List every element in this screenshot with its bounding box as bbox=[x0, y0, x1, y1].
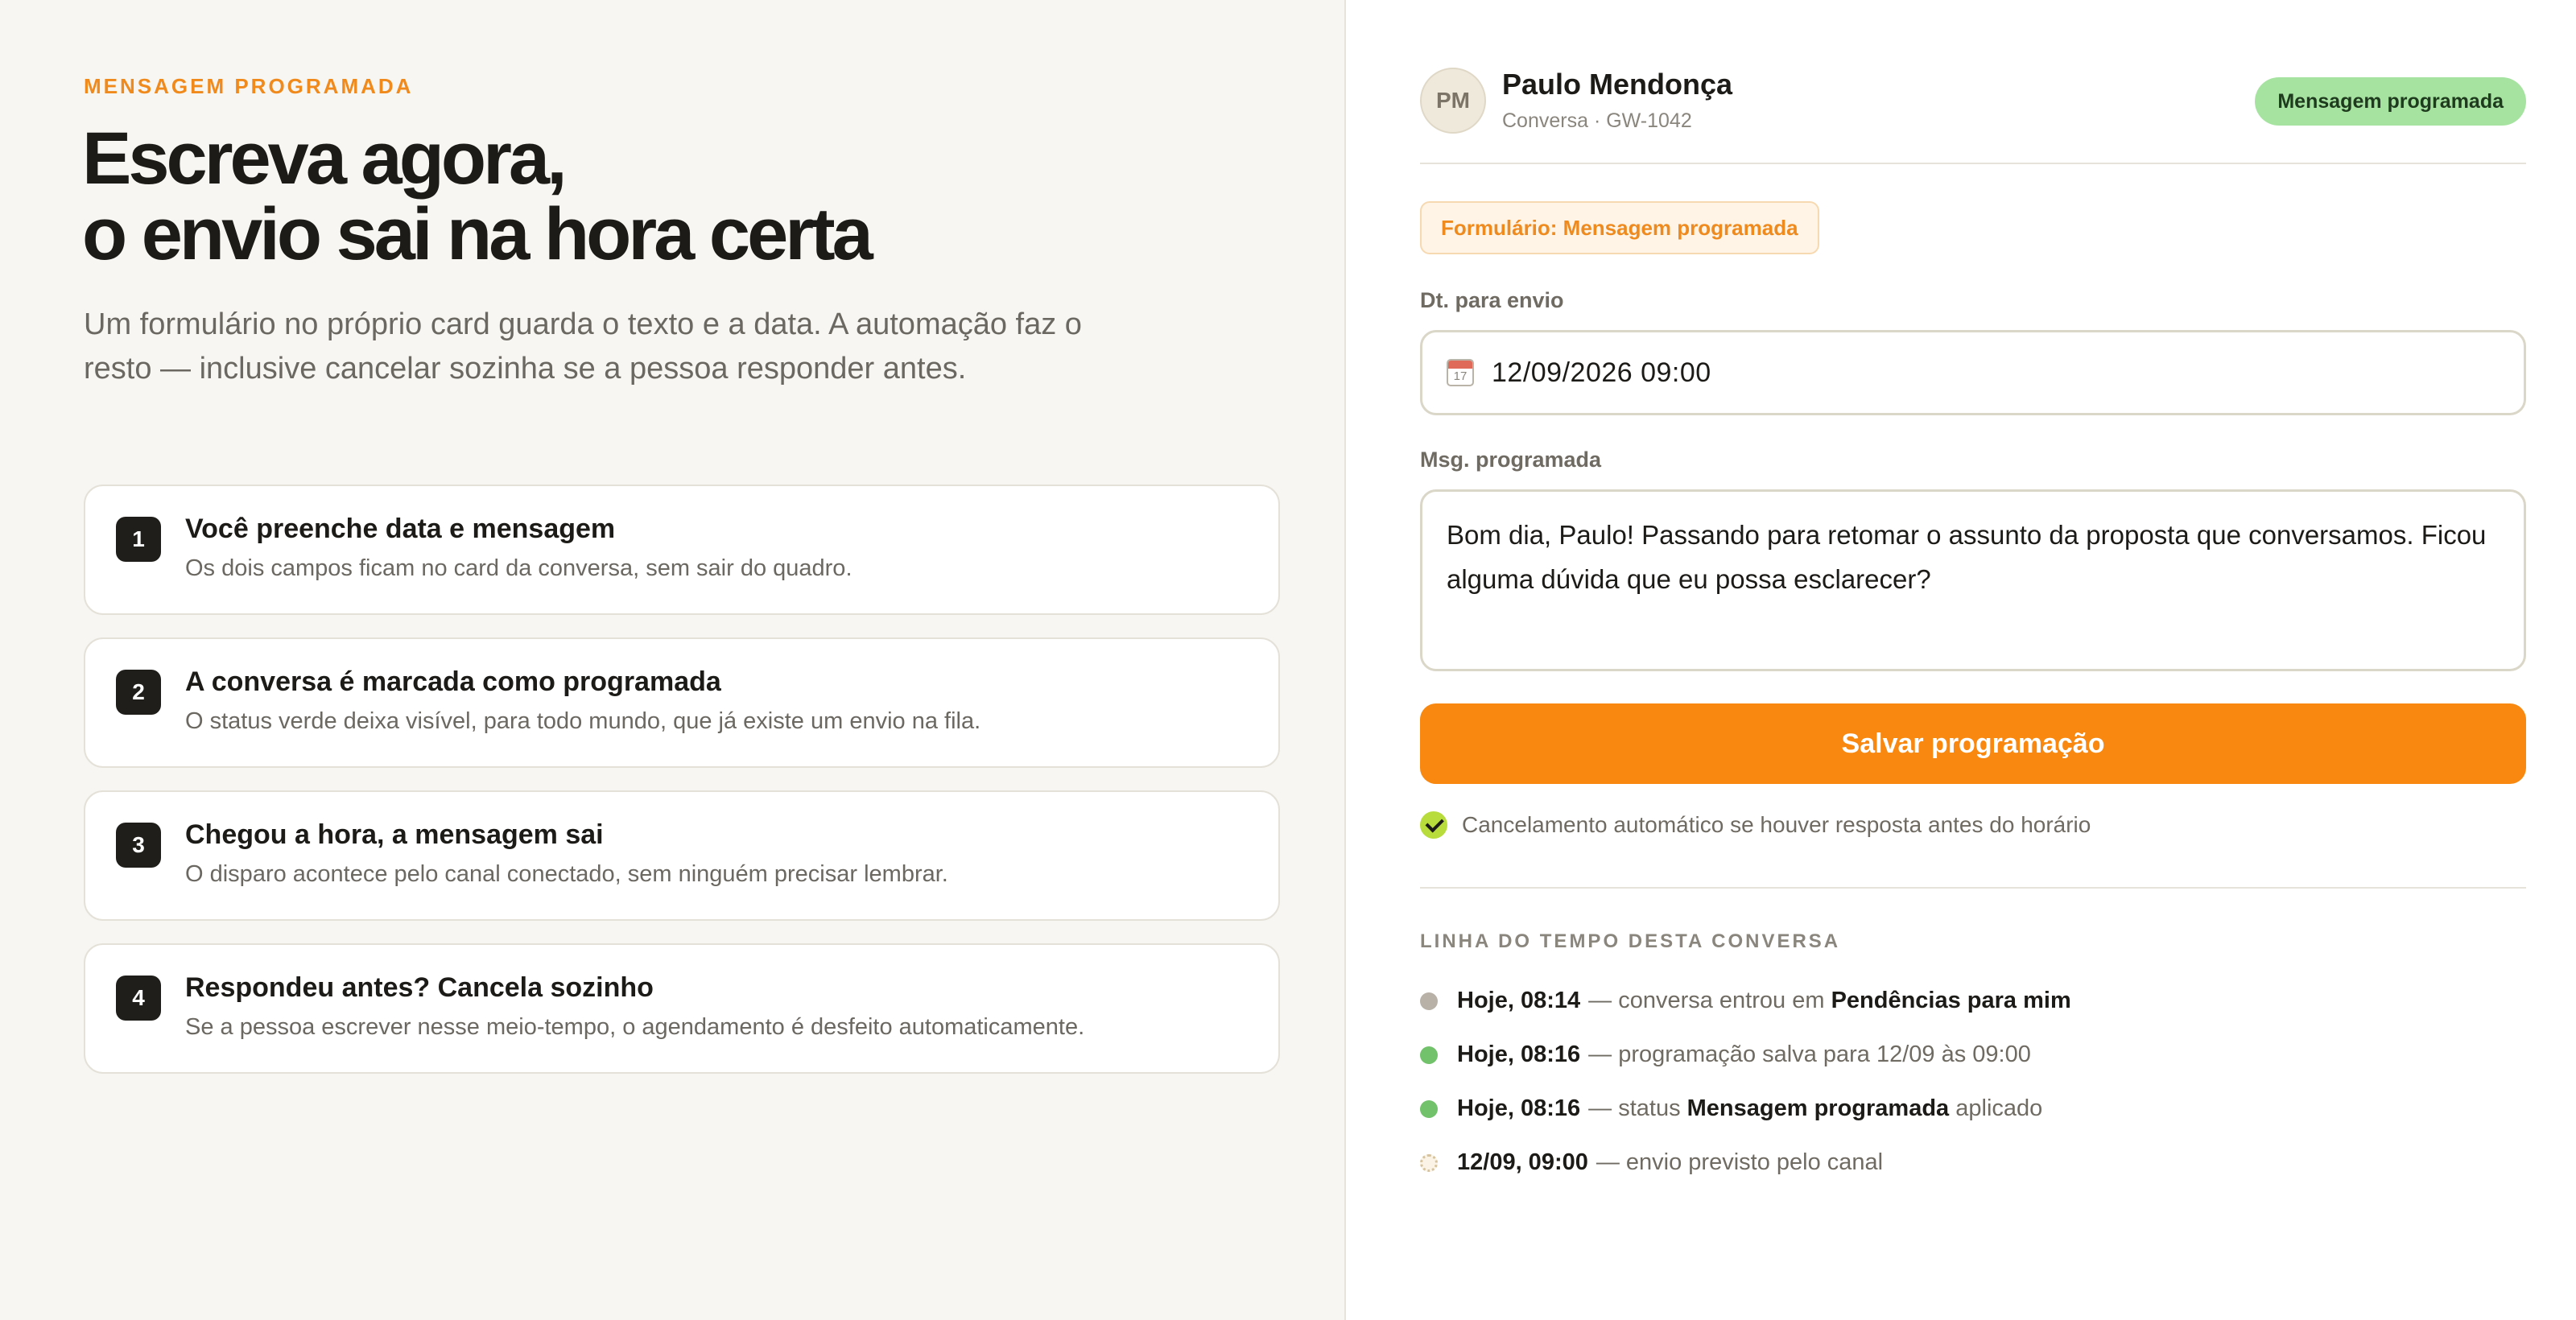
avatar: PM bbox=[1420, 68, 1486, 134]
timeline-title: LINHA DO TEMPO DESTA CONVERSA bbox=[1420, 930, 1841, 952]
step-description: Se a pessoa escrever nesse meio-tempo, o agendamento é desfeito automaticamente. bbox=[185, 1014, 1085, 1040]
timeline-item bbox=[1420, 1028, 2071, 1082]
scheduled-message-textarea[interactable]: Bom dia, Paulo! Passando para retomar o assunto da proposta que conversamos. Ficou alguma dúvida que eu possa esclarecer? bbox=[1420, 489, 2526, 671]
step-title: Respondeu antes? Cancela sozinho bbox=[185, 972, 654, 1003]
form-tag: Formulário: Mensagem programada bbox=[1420, 201, 1819, 254]
send-date-input[interactable] bbox=[1420, 330, 2526, 415]
status-dot-icon bbox=[1420, 1100, 1438, 1118]
auto-cancel-text: Cancelamento automático se houver resposta antes do horário bbox=[1462, 812, 2091, 837]
headline-line-1: Escreva agora, bbox=[82, 118, 564, 200]
eyebrow: MENSAGEM PROGRAMADA bbox=[84, 74, 414, 98]
timeline-text-suffix: aplicado bbox=[1949, 1095, 2043, 1121]
step-number: 3 bbox=[116, 823, 161, 868]
step-number: 4 bbox=[116, 976, 161, 1021]
status-dot-icon bbox=[1420, 1046, 1438, 1064]
timeline-item bbox=[1420, 1136, 2071, 1190]
steps-list bbox=[84, 485, 1280, 1096]
save-schedule-button[interactable]: Salvar programação bbox=[1420, 703, 2526, 784]
date-label: Dt. para envio bbox=[1420, 288, 1564, 312]
header-divider bbox=[1420, 163, 2526, 164]
pending-dot-icon bbox=[1420, 1154, 1438, 1172]
contact-name: Paulo Mendonça bbox=[1502, 68, 1733, 101]
conversation-card bbox=[1348, 0, 2576, 1320]
step-card bbox=[84, 943, 1280, 1074]
step-number: 2 bbox=[116, 670, 161, 715]
timeline-highlight: Pendências para mim bbox=[1831, 988, 2071, 1013]
lead-text: Um formulário no próprio card guarda o texto e a data. A automação faz o resto — inclusive cancelar sozinha se a pessoa responder antes. bbox=[84, 307, 1082, 386]
step-card bbox=[84, 485, 1280, 615]
timeline-list bbox=[1420, 974, 2071, 1190]
step-title: Chegou a hora, a mensagem sai bbox=[185, 819, 604, 850]
step-number: 1 bbox=[116, 517, 161, 562]
step-description: Os dois campos ficam no card da conversa, sem sair do quadro. bbox=[185, 555, 852, 581]
status-badge: Mensagem programada bbox=[2255, 77, 2526, 126]
step-description: O disparo acontece pelo canal conectado, sem ninguém precisar lembrar. bbox=[185, 861, 948, 887]
check-circle-icon bbox=[1420, 811, 1447, 839]
conversation-id: Conversa · GW-1042 bbox=[1502, 109, 1692, 132]
step-title: Você preenche data e mensagem bbox=[185, 514, 616, 544]
timeline-time: 12/09, 09:00 bbox=[1457, 1149, 1588, 1175]
send-date-value: 12/09/2026 09:00 bbox=[1492, 357, 1711, 388]
message-label: Msg. programada bbox=[1420, 448, 1602, 472]
page-title bbox=[82, 118, 1209, 275]
timeline-time: Hoje, 08:16 bbox=[1457, 1095, 1581, 1121]
timeline-time: Hoje, 08:14 bbox=[1457, 988, 1581, 1013]
status-dot-icon bbox=[1420, 992, 1438, 1010]
step-card bbox=[84, 790, 1280, 921]
step-title: A conversa é marcada como programada bbox=[185, 666, 721, 697]
timeline-text: — conversa entrou em bbox=[1588, 988, 1831, 1013]
timeline-item bbox=[1420, 1082, 2071, 1136]
timeline-highlight: Mensagem programada bbox=[1686, 1095, 1950, 1121]
step-card bbox=[84, 637, 1280, 768]
step-description: O status verde deixa visível, para todo mundo, que já existe um envio na fila. bbox=[185, 708, 981, 734]
timeline-time: Hoje, 08:16 bbox=[1457, 1042, 1581, 1067]
timeline-text: — status bbox=[1588, 1095, 1687, 1121]
timeline-text: — envio previsto pelo canal bbox=[1596, 1149, 1884, 1175]
auto-cancel-note bbox=[1420, 811, 2091, 839]
timeline-item bbox=[1420, 974, 2071, 1028]
timeline-text: — programação salva para 12/09 às 09:00 bbox=[1588, 1042, 2031, 1067]
headline-line-2: o envio sai na hora certa bbox=[82, 193, 870, 275]
timeline-divider bbox=[1420, 887, 2526, 889]
calendar-icon bbox=[1447, 359, 1474, 386]
